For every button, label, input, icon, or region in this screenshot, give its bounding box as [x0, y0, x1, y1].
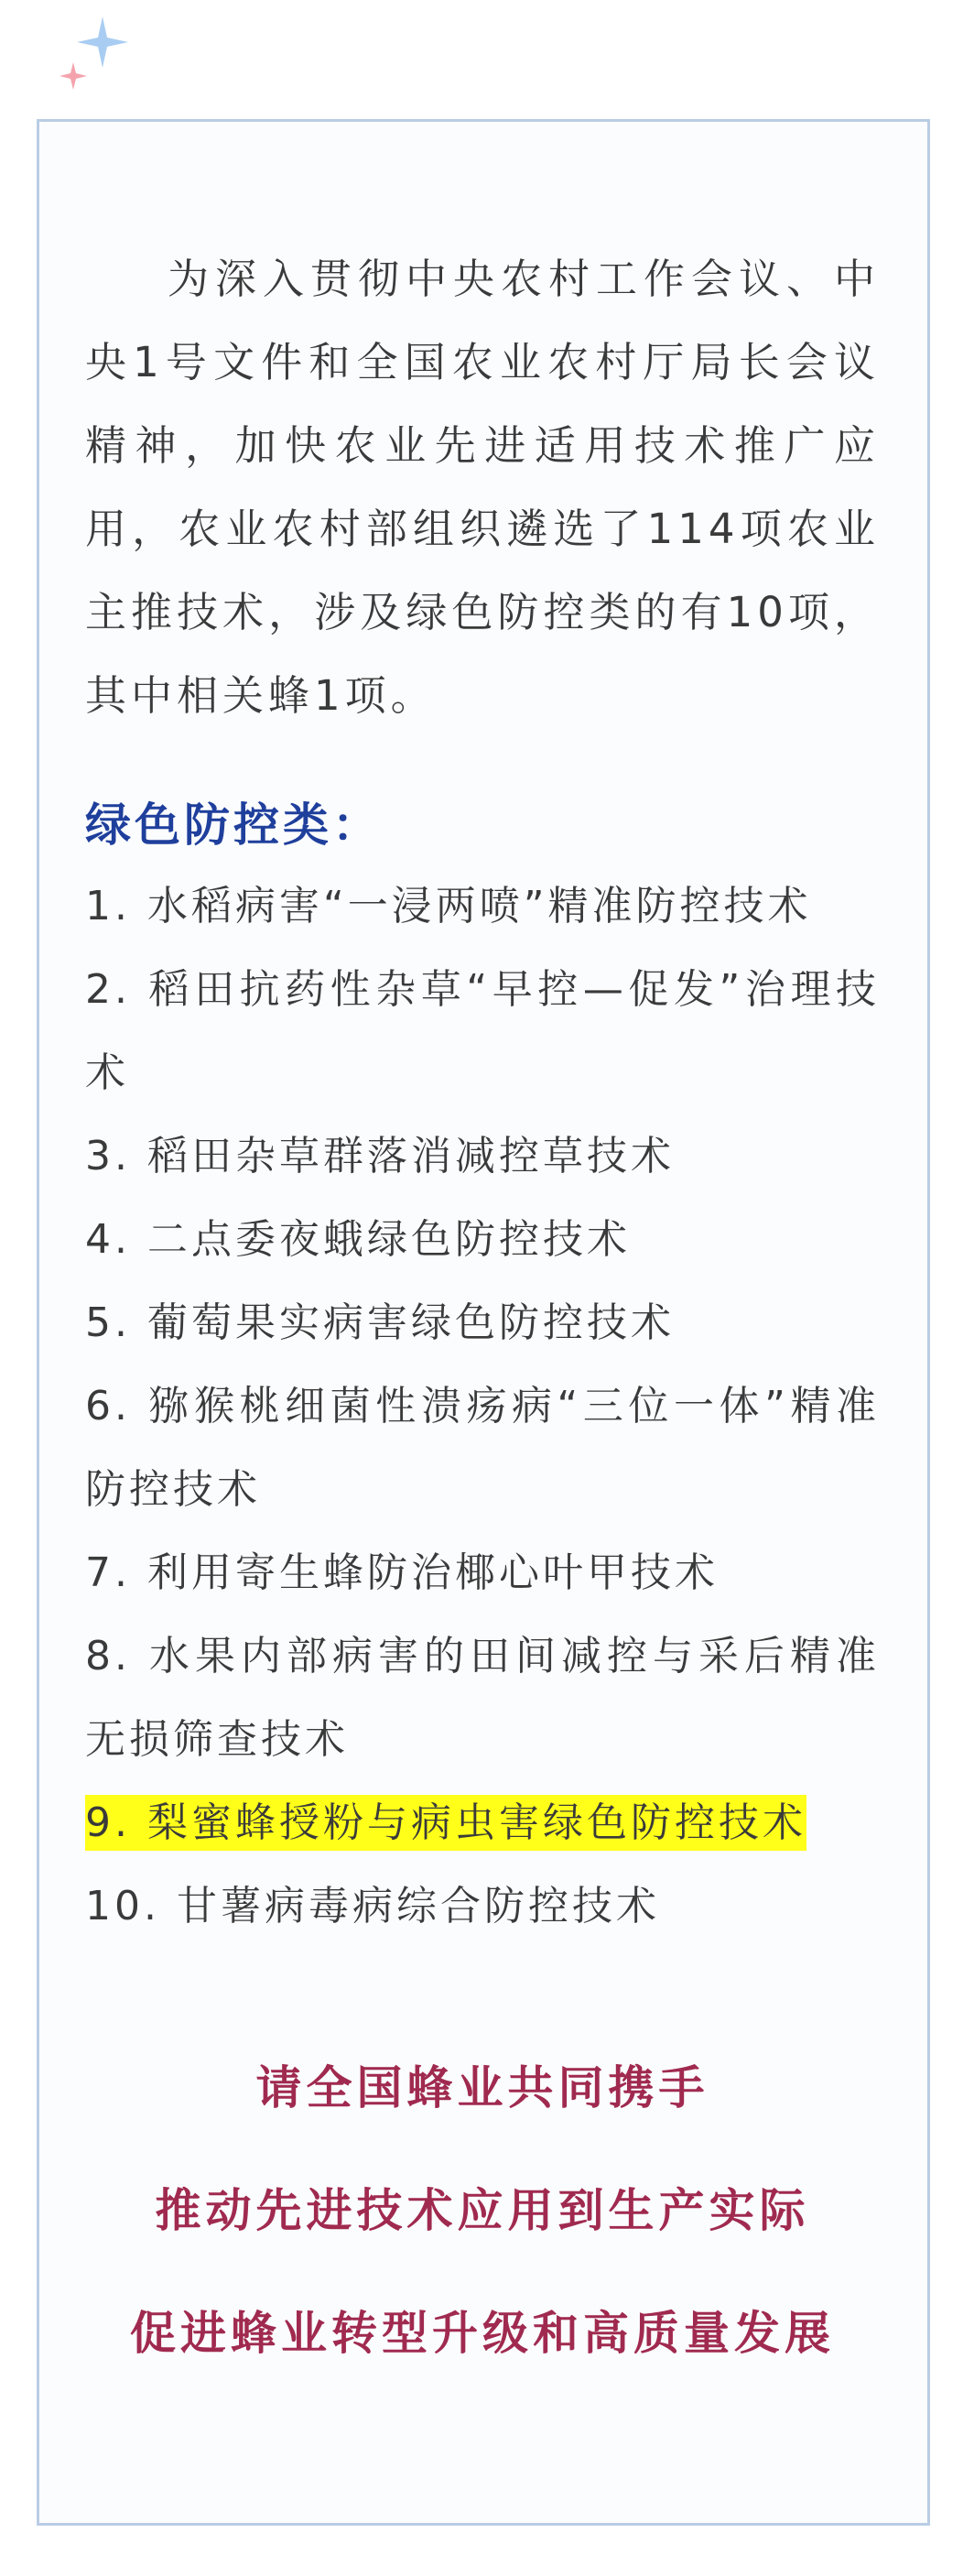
sparkle-icon [37, 7, 137, 99]
list-item [85, 1531, 880, 1614]
list-item-text: 2. 稻田抗药性杂草“早控—促发”治理技术 [85, 966, 880, 1096]
intro-paragraph: 为深入贯彻中央农村工作会议、中央1号文件和全国农业农村厅局长会议精神，加快农业先进适用技术推广应用，农业农村部组织遴选了114项农业主推技术，涉及绿色防控类的有10项，其中相关蜂1项。 [85, 255, 880, 720]
list-item-text: 3. 稻田杂草群落消减控草技术 [85, 1133, 675, 1179]
list-item-text: 9. 梨蜜蜂授粉与病虫害绿色防控技术 [85, 1795, 806, 1851]
list-item [85, 1114, 880, 1198]
list-item [85, 1364, 880, 1531]
list-item [85, 1614, 880, 1781]
list-item-text: 8. 水果内部病害的田间减控与采后精准无损筛查技术 [85, 1633, 880, 1763]
list-item-text: 4. 二点委夜蛾绿色防控技术 [85, 1216, 631, 1263]
list-item-text: 5. 葡萄果实病害绿色防控技术 [85, 1299, 675, 1346]
list-item-text: 7. 利用寄生蜂防治椰心叶甲技术 [85, 1549, 719, 1596]
appeal-line: 促进蜂业转型升级和高质量发展 [130, 2307, 835, 2360]
list-item-text: 6. 猕猴桃细菌性溃疡病“三位一体”精准防控技术 [85, 1383, 880, 1513]
appeal-block [85, 2027, 880, 2395]
content-card [37, 119, 930, 2526]
list-item [85, 948, 880, 1114]
list-item [85, 1281, 880, 1364]
list-item [85, 1864, 880, 1948]
list-item [85, 864, 880, 948]
list-item-text: 10. 甘薯病毒病综合防控技术 [85, 1883, 660, 1929]
list-item-text: 1. 水稻病害“一浸两喷”精准防控技术 [85, 883, 812, 929]
tech-list [85, 864, 880, 1948]
appeal-line: 请全国蜂业共同携手 [255, 2061, 709, 2114]
section-title: 绿色防控类： [85, 799, 382, 852]
list-item [85, 1198, 880, 1281]
list-item-highlighted [85, 1781, 880, 1864]
appeal-line: 推动先进技术应用到生产实际 [155, 2184, 810, 2237]
